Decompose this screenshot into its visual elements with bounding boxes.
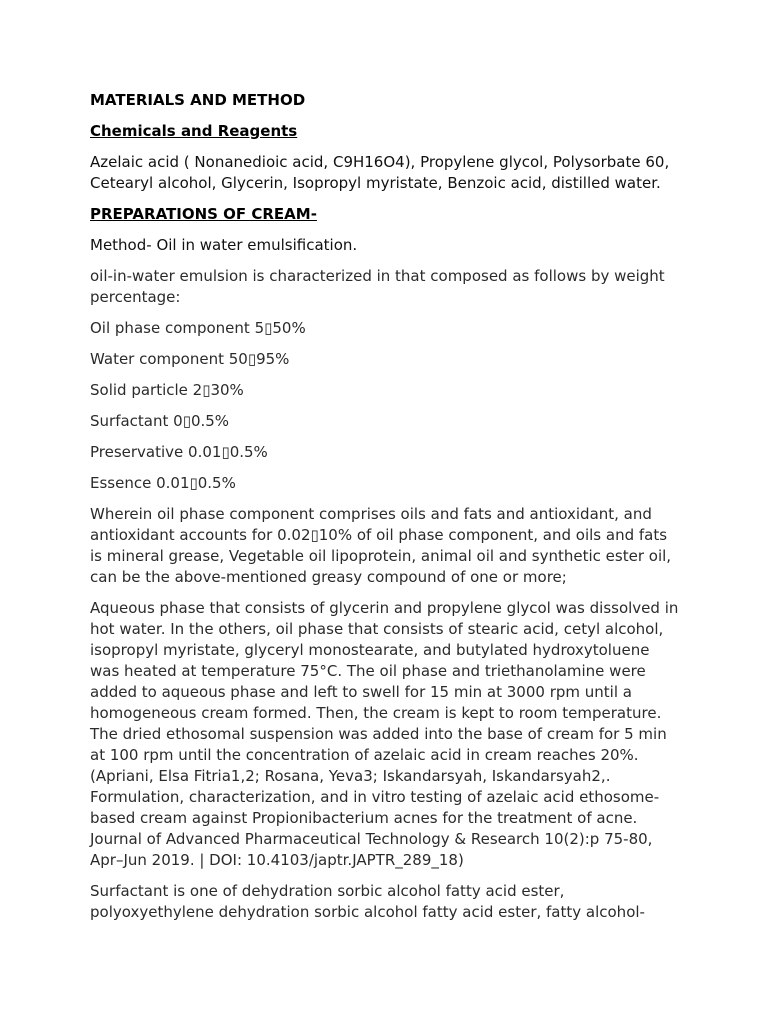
oil-phase-paragraph: Wherein oil phase component comprises oils and fats and antioxidant, and antioxidant accounts for 0.02▯10% of oil phase component, and oils and fats is mineral grease, Vegetable oil lipoprotein, animal oil and synthetic ester oil, can be the above-mentioned greasy compound of one or more; <box>90 505 672 586</box>
section-title: MATERIALS AND METHOD <box>90 91 306 109</box>
document-page <box>90 90 680 933</box>
component-essence: Essence 0.01▯0.5% <box>90 474 236 492</box>
aqueous-phase-paragraph: Aqueous phase that consists of glycerin and propylene glycol was dissolved in hot water. In the others, oil phase that consists of stearic acid, cetyl alcohol, isopropyl myristate, glyceryl monostearate, and butylated hydroxytoluene was heated at temperature 75°C. The oil phase and triethanolamine were added to aqueous phase and left to swell for 15 min at 3000 rpm until a homogeneous cream formed. Then, the cream is kept to room temperature. The dried ethosomal suspension was added into the base of cream for 5 min at 100 rpm until the concentration of azelaic acid in cream reaches 20%.(Apriani, Elsa Fitria1,2; Rosana, Yeva3; Iskandarsyah, Iskandarsyah2,. Formulation, characterization, and in vitro testing of azelaic acid ethosome-based cream against Propionibacterium acnes for the treatment of acne. Journal of Advanced Pharmaceutical Technology & Research 10(2):p 75-80, Apr–Jun 2019. | DOI: 10.4103/japtr.JAPTR_289_18) <box>90 599 679 869</box>
component-water: Water component 50▯95% <box>90 350 290 368</box>
component-solid-particle: Solid particle 2▯30% <box>90 381 244 399</box>
chemicals-heading: Chemicals and Reagents <box>90 122 298 140</box>
method-text: Method- Oil in water emulsification. <box>90 236 358 254</box>
chemicals-text: Azelaic acid ( Nonanedioic acid, C9H16O4), Propylene glycol, Polysorbate 60, Cetearyl alcohol, Glycerin, Isopropyl myristate, Benzoic acid, distilled water. <box>90 153 670 192</box>
preparation-heading: PREPARATIONS OF CREAM- <box>90 205 317 223</box>
surfactant-paragraph: Surfactant is one of dehydration sorbic alcohol fatty acid ester, polyoxyethylene dehydration sorbic alcohol fatty acid ester, fatty alcohol- <box>90 882 645 921</box>
component-preservative: Preservative 0.01▯0.5% <box>90 443 268 461</box>
component-oil-phase: Oil phase component 5▯50% <box>90 319 306 337</box>
emulsion-intro: oil-in-water emulsion is characterized in that composed as follows by weight percentage: <box>90 267 665 306</box>
component-surfactant: Surfactant 0▯0.5% <box>90 412 230 430</box>
